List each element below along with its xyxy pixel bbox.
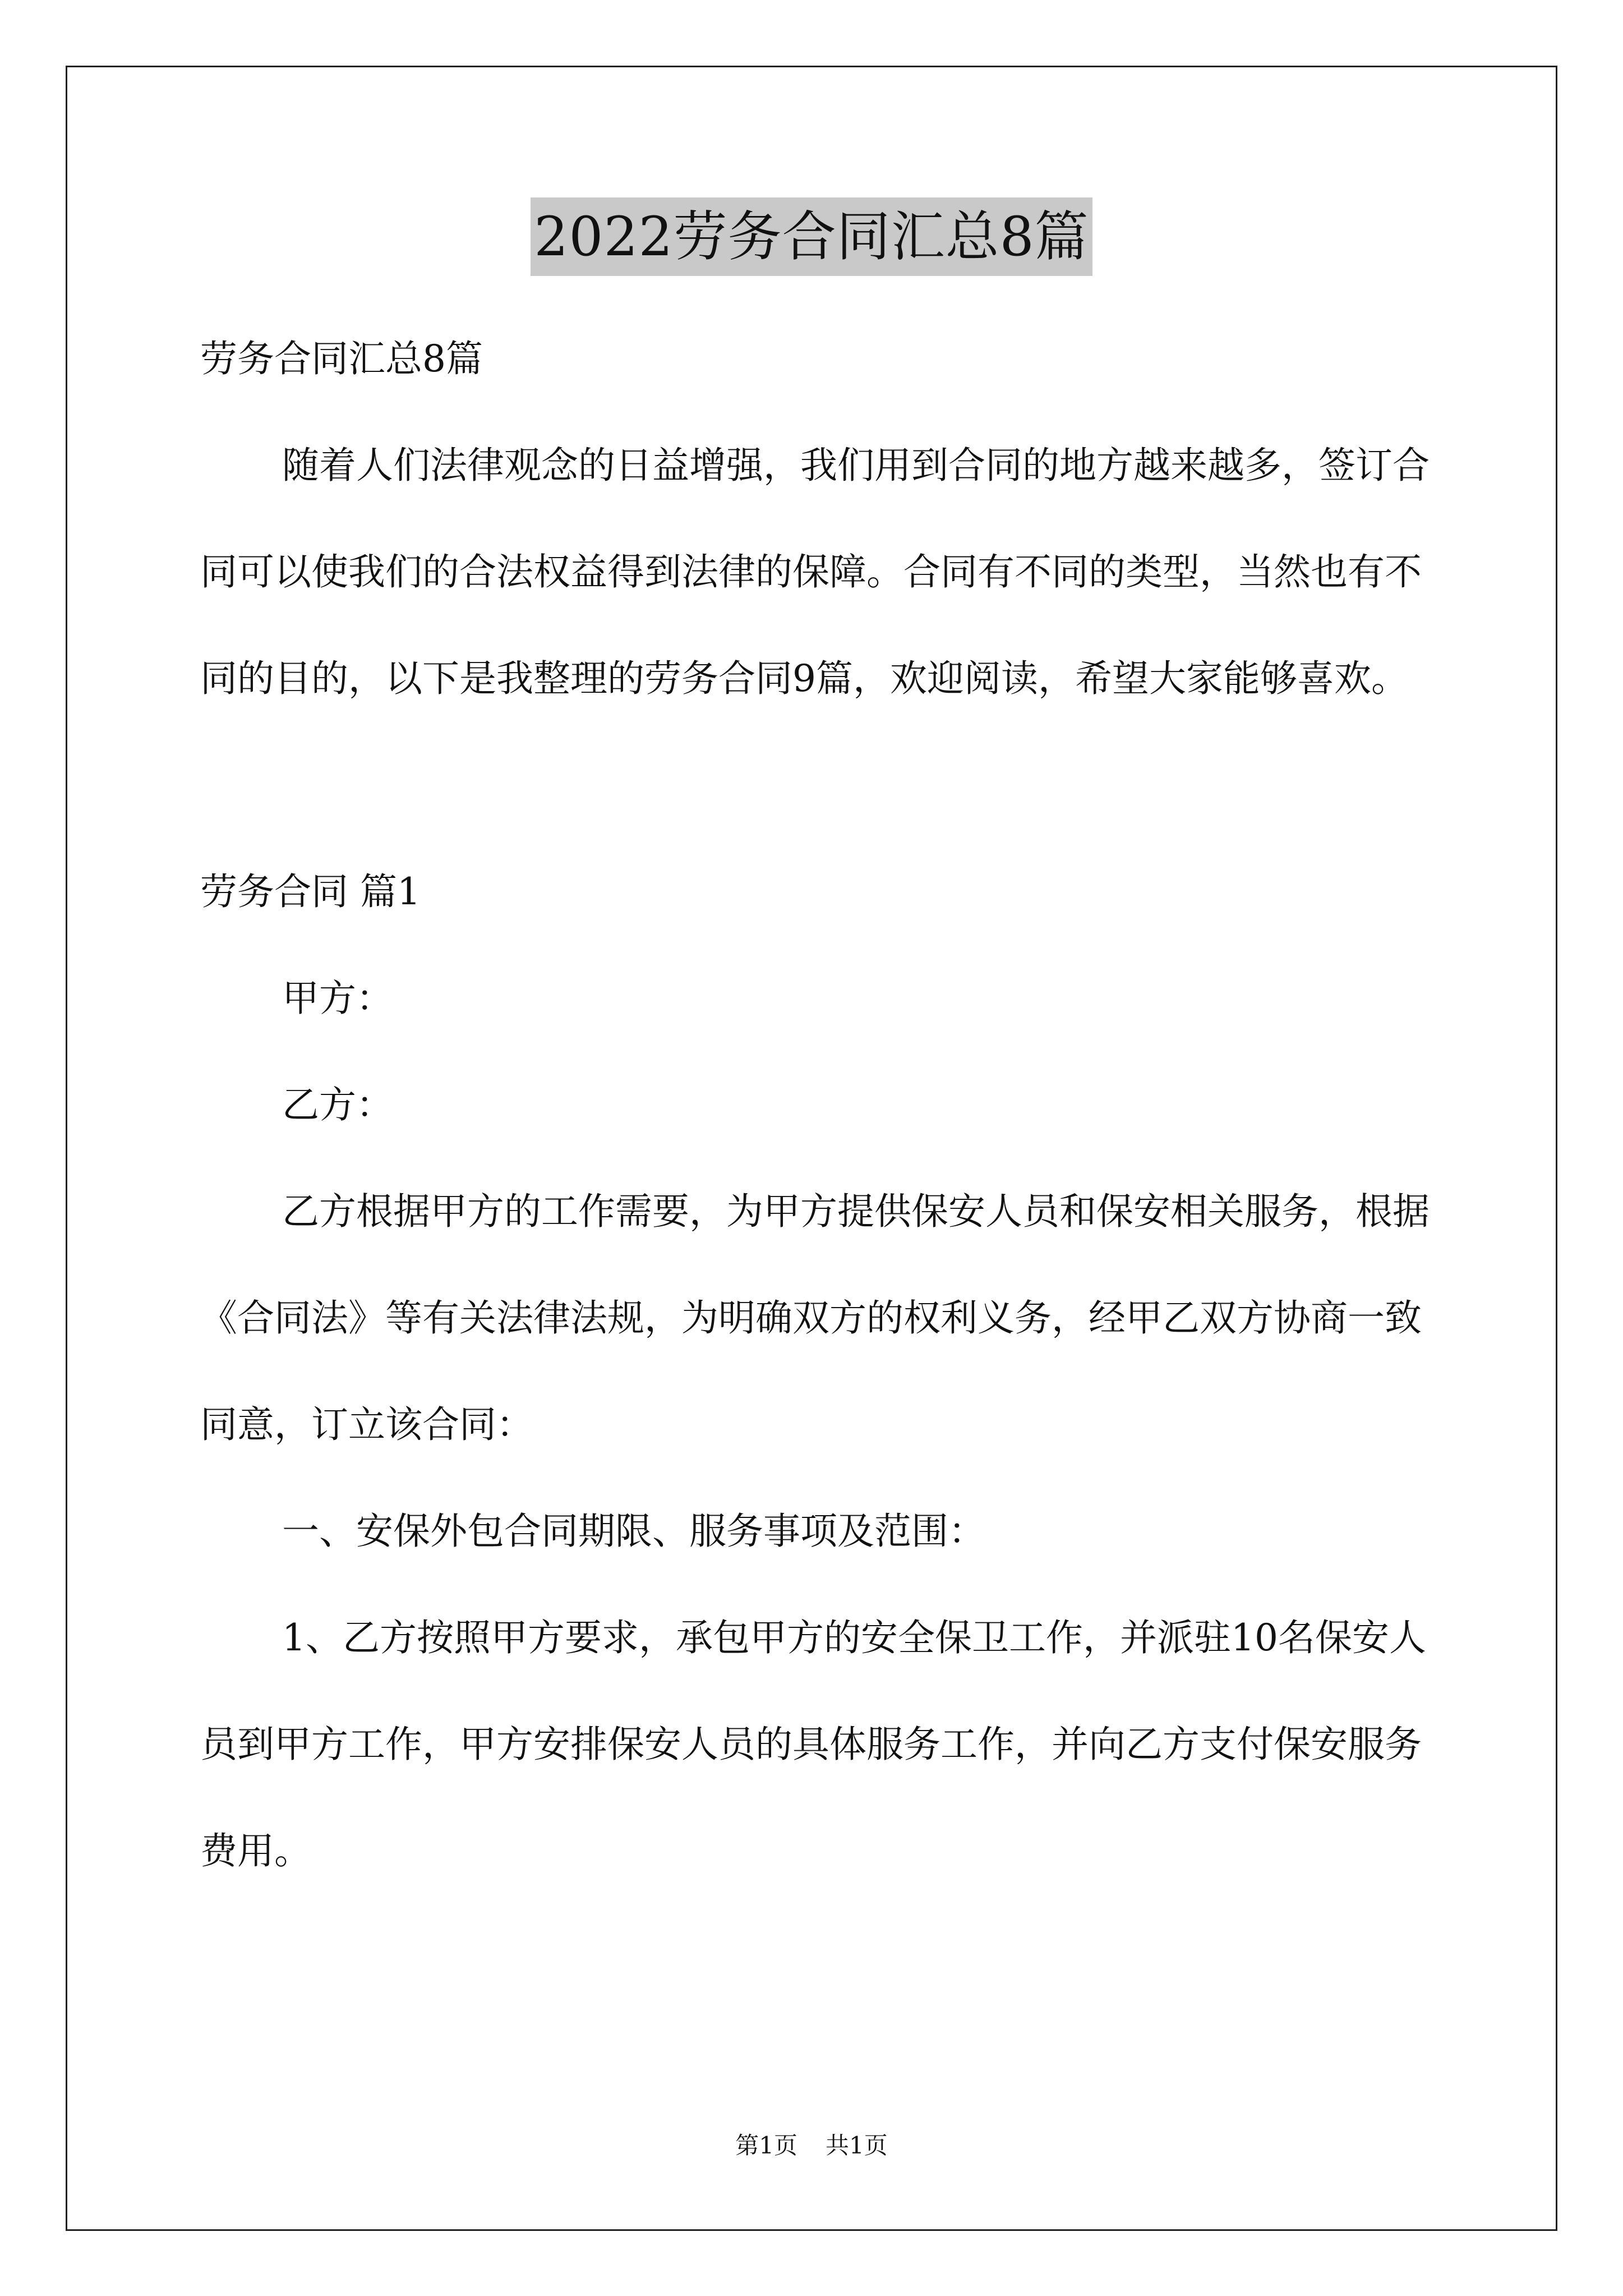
- section-spacer: [200, 732, 1434, 839]
- page-number-current: 第1页: [735, 2132, 797, 2159]
- document-body: [200, 306, 1434, 1904]
- party-a-label: 甲方：: [282, 977, 393, 1020]
- service-paragraph: 乙方根据甲方的工作需要，为甲方提供保安人员和保安相关服务，根据《合同法》等有关法律法规，为明确双方的权利义务，经甲乙双方协商一致同意，订立该合同：: [200, 1190, 1430, 1446]
- title-container: [0, 197, 1623, 276]
- intro-paragraph: 随着人们法律观念的日益增强，我们用到合同的地方越来越多，签订合同可以使我们的合法权益得到法律的保障。合同有不同的类型，当然也有不同的目的，以下是我整理的劳务合同9篇，欢迎阅读，希望大家能够喜欢。: [200, 444, 1430, 700]
- clause-1-paragraph: 1、乙方按照甲方要求，承包甲方的安全保卫工作，并派驻10名保安人员到甲方工作，甲方安排保安人员的具体服务工作，并向乙方支付保安服务费用。: [200, 1616, 1426, 1872]
- document-subtitle: 劳务合同汇总8篇: [200, 337, 483, 380]
- party-b-label: 乙方：: [282, 1083, 393, 1126]
- clause-heading: 一、安保外包合同期限、服务事项及范围：: [282, 1510, 985, 1553]
- document-title: 2022劳务合同汇总8篇: [531, 197, 1092, 276]
- page-footer: [0, 2129, 1623, 2162]
- page-number-total: 共1页: [826, 2132, 888, 2159]
- section-heading: 劳务合同 篇1: [200, 870, 421, 913]
